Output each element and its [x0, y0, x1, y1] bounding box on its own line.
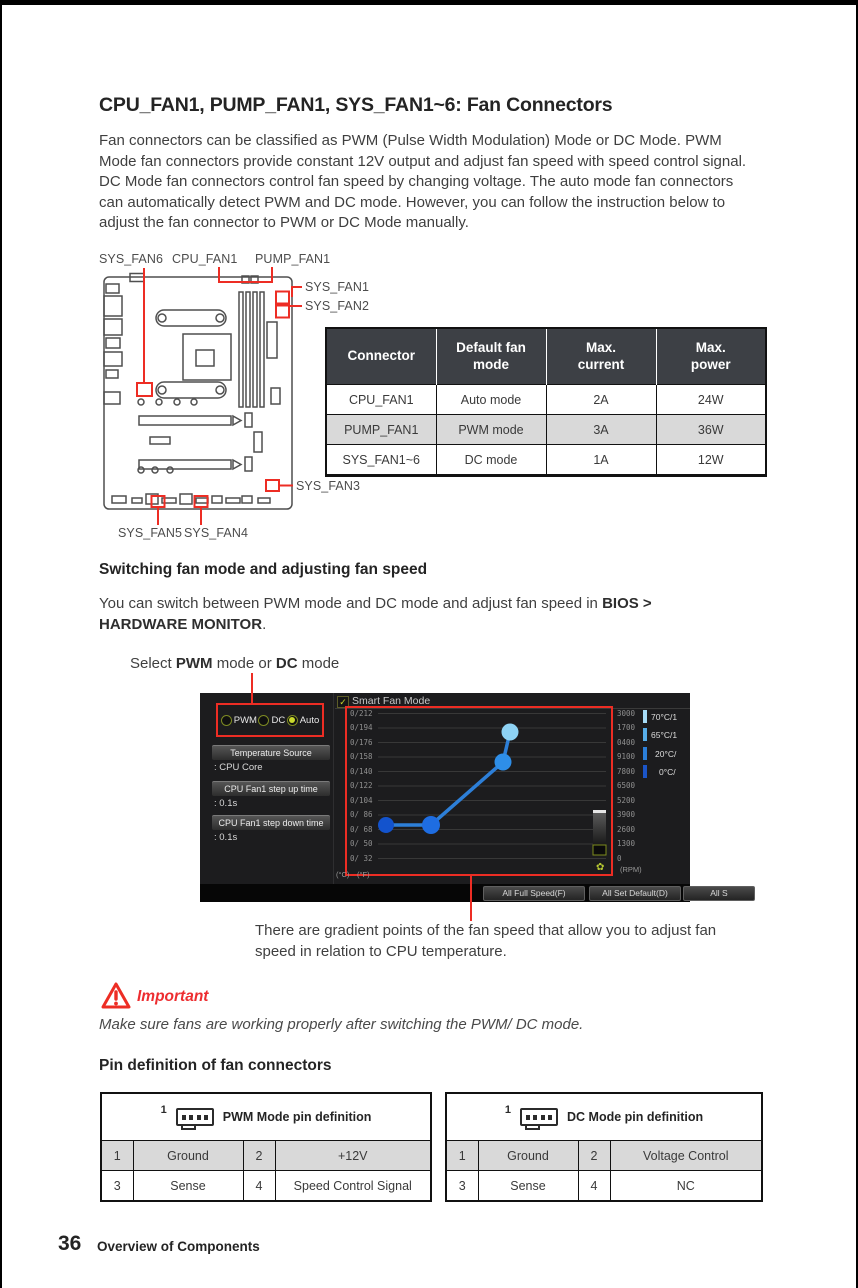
leader-line: [470, 876, 472, 921]
important-label: Important: [137, 988, 209, 1005]
fan-label-pump-fan1: PUMP_FAN1: [255, 252, 331, 266]
legend-label: 20°C/: [655, 749, 677, 759]
table-header-row: [101, 1093, 431, 1141]
gradient-caption: There are gradient points of the fan speed that allow you to adjust fan speed in relation to CPU temperature.: [255, 922, 717, 960]
table-header-cell: Connector: [326, 328, 436, 385]
all-save-button[interactable]: All S: [683, 886, 755, 901]
rpm-axis-unit: (RPM): [620, 865, 642, 874]
section-heading-switching: Switching fan mode and adjusting fan speed: [99, 561, 428, 578]
step-up-time-button[interactable]: CPU Fan1 step up time: [212, 781, 330, 796]
section-heading-pin-definition: Pin definition of fan connectors: [99, 1057, 332, 1074]
table-cell: Auto mode: [436, 385, 546, 415]
table-cell: 24W: [656, 385, 766, 415]
temp-axis-label: 0/ 68: [350, 825, 373, 834]
table-cell: 12W: [656, 445, 766, 476]
table-header-row: [326, 328, 766, 385]
legend-swatch: [643, 747, 647, 760]
switching-paragraph: You can switch between PWM mode and DC mode and adjust fan speed in BIOS > HARDWARE MONITOR.: [99, 595, 652, 633]
table-cell: 2: [578, 1141, 610, 1171]
table-row: [326, 445, 766, 476]
intro-paragraph: Fan connectors can be classified as PWM (Pulse Width Modulation) Mode or DC Mode. PWM Mode fan connectors provide constant 12V output and adjust fan speed with speed control signal. DC Mode fan connectors control fan speed by changing voltage. The auto mode fan connectors can automatically detect PWM and DC mode. However, you can follow the instruction below to adjust the fan connector to PWM or DC Mode manually.: [99, 132, 747, 231]
table-header-row: [446, 1093, 762, 1141]
table-cell: 3: [101, 1171, 133, 1202]
fahrenheit-axis-unit: (°F): [357, 870, 370, 879]
table-row: [101, 1141, 431, 1171]
fan-connector-icon: [176, 1108, 214, 1126]
table-cell: PWM mode: [436, 415, 546, 445]
table-cell: Voltage Control: [610, 1141, 762, 1171]
pin-table-title: DC Mode pin definition: [567, 1110, 704, 1124]
table-header-cell: Max. power: [656, 328, 766, 385]
legend-label: 65°C/1: [651, 730, 678, 740]
temperature-source-button[interactable]: Temperature Source: [212, 745, 330, 760]
radio-pwm[interactable]: PWM: [221, 715, 257, 726]
rpm-axis-label: 7800: [617, 767, 636, 776]
table-row: [326, 385, 766, 415]
legend-label: 70°C/1: [651, 712, 678, 722]
rpm-axis-label: 1700: [617, 723, 636, 732]
table-cell: SYS_FAN1~6: [326, 445, 436, 476]
select-mode-caption: Select PWM mode or DC mode: [130, 655, 340, 672]
all-set-default-button[interactable]: All Set Default(D): [589, 886, 681, 901]
table-cell: 1: [101, 1141, 133, 1171]
table-header-cell: [101, 1093, 431, 1141]
dc-pin-table: [445, 1092, 763, 1202]
step-down-time-button[interactable]: CPU Fan1 step down time: [212, 815, 330, 830]
temp-axis-label: 0/122: [350, 781, 373, 790]
table-cell: Ground: [478, 1141, 578, 1171]
pwm-pin-table: [100, 1092, 432, 1202]
legend-swatch: [643, 765, 647, 778]
fan-label-cpu-fan1: CPU_FAN1: [172, 252, 238, 266]
connector-spec-table: [325, 327, 767, 477]
leader-line: [251, 673, 253, 705]
fan-label-sys-fan5: SYS_FAN5: [118, 526, 183, 540]
rpm-axis-label: 3000: [617, 709, 636, 718]
table-cell: Speed Control Signal: [275, 1171, 431, 1202]
temp-axis-label: 0/176: [350, 738, 373, 747]
table-cell: 3A: [546, 415, 656, 445]
rpm-axis-label: 5200: [617, 796, 636, 805]
temp-axis-label: 0/ 50: [350, 839, 373, 848]
rpm-axis-label: 0400: [617, 738, 636, 747]
table-cell: 1: [446, 1141, 478, 1171]
table-cell: Ground: [133, 1141, 243, 1171]
temperature-source-value: : CPU Core: [214, 762, 263, 773]
table-cell: 4: [243, 1171, 275, 1202]
table-cell: Sense: [478, 1171, 578, 1202]
pin1-label: 1: [504, 1104, 512, 1116]
temp-axis-label: 0/194: [350, 723, 373, 732]
table-cell: 1A: [546, 445, 656, 476]
rpm-axis-label: 6500: [617, 781, 636, 790]
fan-label-sys-fan6: SYS_FAN6: [99, 252, 164, 266]
leader-lines: [137, 267, 302, 525]
celsius-axis-unit: (°C): [336, 870, 350, 879]
table-cell: Sense: [133, 1171, 243, 1202]
graph-highlight-box: [345, 706, 613, 876]
table-cell: 2: [243, 1141, 275, 1171]
pin-table-title: PWM Mode pin definition: [222, 1110, 372, 1124]
important-text: Make sure fans are working properly after switching the PWM/ DC mode.: [99, 1016, 584, 1033]
rpm-axis-label: 0: [617, 854, 622, 863]
table-cell: CPU_FAN1: [326, 385, 436, 415]
temp-axis-label: 0/158: [350, 752, 373, 761]
step-up-time-value: : 0.1s: [214, 798, 238, 809]
temp-axis-label: 0/104: [350, 796, 373, 805]
rpm-axis-label: 1300: [617, 839, 636, 848]
fan-label-sys-fan1: SYS_FAN1: [305, 280, 370, 294]
radio-auto[interactable]: Auto: [287, 715, 320, 726]
page-border-left: [0, 0, 2, 1288]
page-border-top: [0, 0, 858, 5]
table-cell: +12V: [275, 1141, 431, 1171]
fan-icon: ✿: [596, 862, 605, 873]
smart-fan-label: Smart Fan Mode: [352, 695, 431, 707]
fan-label-sys-fan3: SYS_FAN3: [296, 479, 361, 493]
step-down-time-value: : 0.1s: [214, 832, 238, 843]
page-title: CPU_FAN1, PUMP_FAN1, SYS_FAN1~6: Fan Connectors: [99, 94, 613, 116]
table-header-cell: Max. current: [546, 328, 656, 385]
legend-swatch: [643, 728, 647, 741]
motherboard-diagram: [95, 250, 335, 550]
rpm-axis-label: 9100: [617, 752, 636, 761]
fan-label-sys-fan2: SYS_FAN2: [305, 299, 370, 313]
fan-label-sys-fan4: SYS_FAN4: [184, 526, 249, 540]
temp-axis-label: 0/212: [350, 709, 373, 718]
table-row: [446, 1141, 762, 1171]
bios-screenshot: [200, 693, 728, 902]
table-row: [446, 1171, 762, 1202]
table-header-cell: Default fan mode: [436, 328, 546, 385]
legend-label: 0°C/: [659, 767, 676, 777]
pin1-label: 1: [160, 1104, 167, 1116]
footer-title: Overview of Components: [97, 1239, 260, 1254]
rpm-axis-label: 2600: [617, 825, 636, 834]
rpm-axis-label: 3900: [617, 810, 636, 819]
table-cell: 36W: [656, 415, 766, 445]
table-header-cell: [446, 1093, 762, 1141]
smart-fan-checkbox[interactable]: ✓: [337, 696, 349, 708]
table-cell: DC mode: [436, 445, 546, 476]
radio-dc[interactable]: DC: [258, 715, 285, 726]
all-full-speed-button[interactable]: All Full Speed(F): [483, 886, 585, 901]
table-row: [326, 415, 766, 445]
page-number: 36: [58, 1232, 82, 1255]
temp-axis-label: 0/140: [350, 767, 373, 776]
table-row: [101, 1171, 431, 1202]
table-cell: 2A: [546, 385, 656, 415]
table-cell: 4: [578, 1171, 610, 1202]
fan-connector-icon: [520, 1108, 558, 1126]
temp-axis-label: 0/ 32: [350, 854, 373, 863]
table-cell: NC: [610, 1171, 762, 1202]
table-cell: PUMP_FAN1: [326, 415, 436, 445]
warning-icon: [100, 981, 132, 1011]
temp-axis-label: 0/ 86: [350, 810, 373, 819]
legend-swatch: [643, 710, 647, 723]
table-cell: 3: [446, 1171, 478, 1202]
